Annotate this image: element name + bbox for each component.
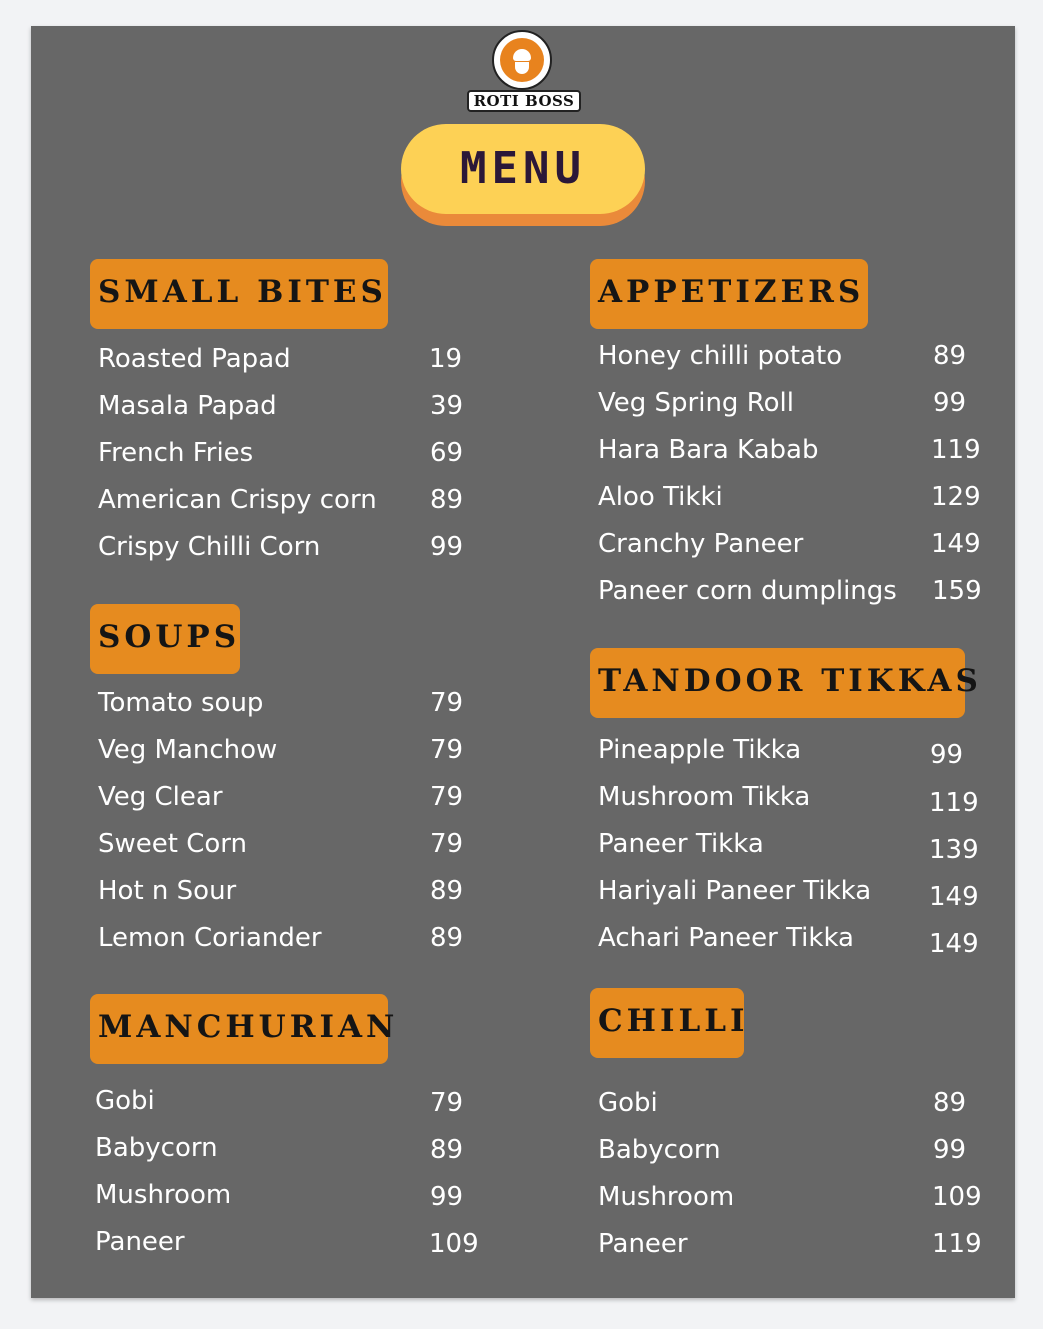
item-name: Achari Paneer Tikka: [598, 923, 854, 953]
section-title-soups: SOUPS: [90, 604, 240, 674]
menu-title-badge: [401, 124, 645, 228]
item-price: 19: [429, 344, 463, 374]
item-price: 79: [430, 688, 464, 718]
item-price: 79: [430, 782, 464, 812]
item-price: 89: [430, 1135, 464, 1165]
item-name: Aloo Tikki: [598, 482, 723, 512]
item-name: French Fries: [98, 438, 254, 468]
item-name: Hara Bara Kabab: [598, 435, 819, 465]
item-price: 99: [933, 1135, 967, 1165]
chef-icon: [492, 30, 552, 90]
logo-text: ROTI BOSS: [467, 90, 581, 112]
item-name: Gobi: [598, 1088, 658, 1118]
item-price: 89: [430, 923, 464, 953]
section-title-manchurian: MANCHURIAN: [90, 994, 388, 1064]
item-name: Masala Papad: [98, 391, 277, 421]
item-price: 79: [430, 735, 464, 765]
item-price: 99: [930, 740, 964, 770]
item-price: 139: [929, 835, 979, 865]
item-name: Veg Spring Roll: [598, 388, 794, 418]
item-name: American Crispy corn: [98, 485, 377, 515]
section-title-tandoor-tikkas: TANDOOR TIKKAS: [590, 648, 965, 718]
section-title-appetizers: APPETIZERS: [590, 259, 868, 329]
item-name: Roasted Papad: [98, 344, 291, 374]
item-name: Veg Clear: [98, 782, 223, 812]
item-name: Cranchy Paneer: [598, 529, 804, 559]
item-name: Hot n Sour: [98, 876, 237, 906]
item-price: 149: [929, 882, 979, 912]
item-price: 99: [430, 1182, 464, 1212]
item-price: 89: [933, 341, 967, 371]
menu-title: MENU: [401, 124, 645, 214]
item-price: 79: [430, 829, 464, 859]
item-name: Paneer Tikka: [598, 829, 764, 859]
item-name: Paneer: [95, 1227, 185, 1257]
item-price: 149: [931, 529, 981, 559]
item-name: Sweet Corn: [98, 829, 247, 859]
item-price: 89: [933, 1088, 967, 1118]
item-name: Veg Manchow: [98, 735, 278, 765]
item-name: Lemon Coriander: [98, 923, 322, 953]
item-name: Babycorn: [598, 1135, 721, 1165]
item-price: 119: [932, 1229, 982, 1259]
item-price: 99: [933, 388, 967, 418]
item-name: Hariyali Paneer Tikka: [598, 876, 872, 906]
item-name: Mushroom: [598, 1182, 735, 1212]
item-name: Mushroom Tikka: [598, 782, 811, 812]
item-price: 119: [931, 435, 981, 465]
item-price: 79: [430, 1088, 464, 1118]
item-name: Honey chilli potato: [598, 341, 843, 371]
item-price: 129: [931, 482, 981, 512]
item-name: Paneer corn dumplings: [598, 576, 897, 606]
item-price: 99: [430, 532, 464, 562]
roti-boss-logo: [467, 28, 581, 114]
item-name: Crispy Chilli Corn: [98, 532, 321, 562]
item-price: 109: [932, 1182, 982, 1212]
section-title-chilli: CHILLI: [590, 988, 744, 1058]
item-name: Gobi: [95, 1086, 155, 1116]
item-name: Mushroom: [95, 1180, 232, 1210]
item-price: 149: [929, 929, 979, 959]
item-price: 39: [430, 391, 464, 421]
item-price: 89: [430, 485, 464, 515]
item-name: Tomato soup: [98, 688, 264, 718]
item-name: Babycorn: [95, 1133, 218, 1163]
menu-sheet: [31, 26, 1015, 1298]
item-price: 69: [430, 438, 464, 468]
item-price: 119: [929, 788, 979, 818]
item-name: Pineapple Tikka: [598, 735, 802, 765]
item-price: 89: [430, 876, 464, 906]
item-name: Paneer: [598, 1229, 688, 1259]
item-price: 109: [429, 1229, 479, 1259]
item-price: 159: [932, 576, 982, 606]
section-title-small-bites: SMALL BITES: [90, 259, 388, 329]
